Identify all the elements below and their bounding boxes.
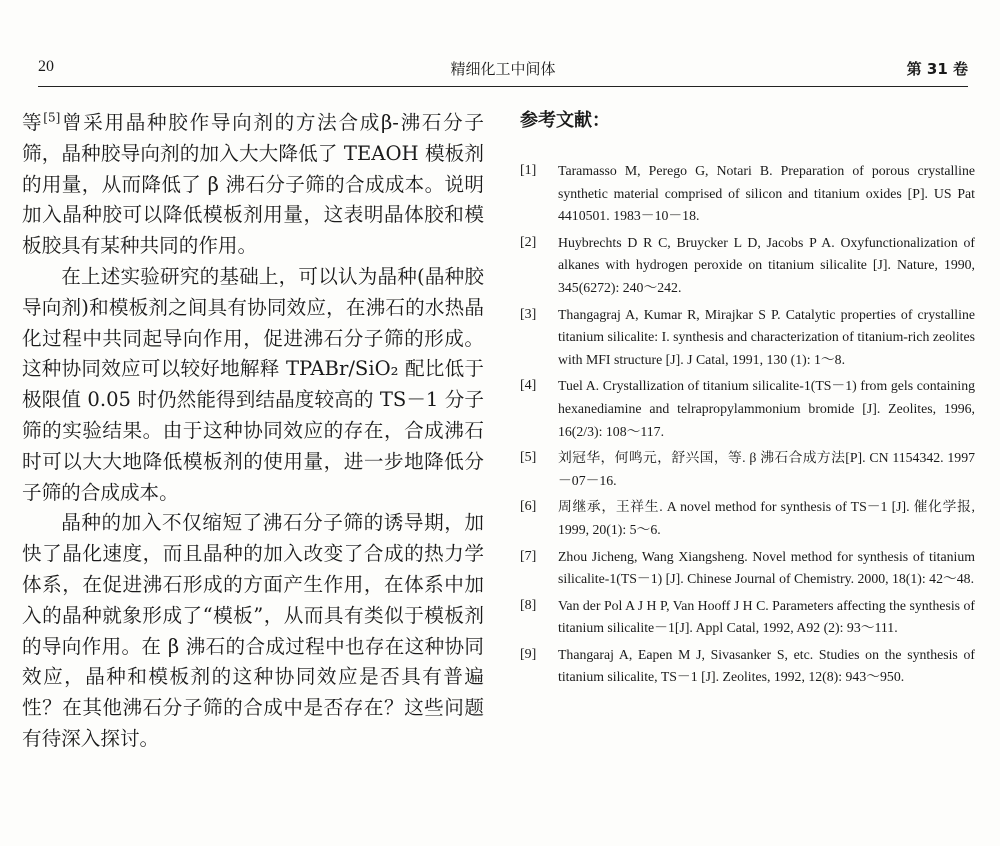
body-paragraph-2: 在上述实验研究的基础上，可以认为晶种(晶种胶导向剂)和模板剂之间具有协同效应，在沸石的水热晶化过程中共同起导向作用，促进沸石分子筛的形成。这种协同效应可以较好地解释 TPABr/SiO₂ 配比低于极限值 0.05 时仍然能得到结晶度较高的 TS－1 分子筛的实验结果。由于这种协同效应的存在，合成沸石时可以大大地降低模板剂的使用量，进一步地降低分子筛的合成成本。	[22, 264, 484, 504]
references-heading: 参考文献：	[520, 110, 610, 131]
body-paragraph-3: 晶种的加入不仅缩短了沸石分子筛的诱导期，加快了晶化速度，而且晶种的加入改变了合成的热力学体系，在促进沸石形成的方面产生作用，在体系中加入的晶种就象形成了“模板”，从而具有类似于模板剂的导向作用。在 β 沸石的合成过程中也存在这种协同效应，晶种和模板剂的这种协同效应是否具有普遍性？在其他沸石分子筛的合成中是否存在？这些问题有待深入探讨。	[22, 511, 484, 750]
reference-item	[520, 232, 975, 300]
reference-number: [8]	[520, 597, 537, 613]
reference-text: Zhou Jicheng, Wang Xiangsheng. Novel method for synthesis of titanium silicalite-1(TS－1) [J]. Chinese Journal of Chemistry. 2000, 18(1): 42～48.	[558, 548, 975, 587]
body-paragraph-1: 等[5]曾采用晶种胶作导向剂的方法合成β-沸石分子筛，晶种胶导向剂的加入大大降低了 TEAOH 模板剂的用量，从而降低了 β 沸石分子筛的合成成本。说明加入晶种胶可以降低模板剂用量，这表明晶体胶和模板胶具有某种共同的作用。	[22, 110, 485, 258]
running-header	[38, 52, 968, 87]
page-number: 20	[38, 58, 54, 75]
reference-item	[520, 375, 975, 443]
reference-item	[520, 595, 975, 640]
reference-text: Thangagraj A, Kumar R, Mirajkar S P. Catalytic properties of crystalline titanium silicalite: I. synthesis and characterization of titanium-rich zeolites with MFI structure [J]. J Catal, 1991, 130 (1): 1～8.	[558, 306, 975, 367]
journal-title: 精细化工中间体	[450, 60, 556, 78]
reference-text: 周继承，王祥生. A novel method for synthesis of TS－1 [J]. 催化学报, 1999, 20(1): 5～6.	[558, 499, 975, 537]
reference-text: Huybrechts D R C, Bruycker L D, Jacobs P A. Oxyfunctionalization of alkanes with hydrogen peroxide on titanium silicalite [J]. Nature, 1990, 345(6272): 240～242.	[558, 234, 975, 295]
reference-number: [9]	[520, 646, 537, 662]
references-column	[520, 108, 975, 693]
reference-item	[520, 546, 975, 591]
reference-number: [7]	[520, 548, 537, 564]
reference-item	[520, 304, 975, 372]
reference-number: [1]	[520, 163, 537, 178]
reference-number: [5]	[520, 450, 537, 466]
reference-item	[520, 496, 975, 541]
citation-ref-5: [5]	[43, 110, 61, 125]
reference-text: Van der Pol A J H P, Van Hooff J H C. Parameters affecting the synthesis of titanium silicalite－1[J]. Appl Catal, 1992, A92 (2): 93～111.	[558, 597, 975, 636]
volume-label: 第 31 卷	[906, 60, 968, 78]
reference-number: [6]	[520, 499, 537, 515]
reference-text: Tuel A. Crystallization of titanium silicalite-1(TS－1) from gels containing hexanediamine and telrapropylammonium bromide [J]. Zeolites, 1996, 16(2/3): 108～117.	[558, 378, 975, 439]
reference-item	[520, 644, 975, 689]
reference-text: 刘冠华，何鸣元，舒兴国，等. β 沸石合成方法[P]. CN 1154342. 1997－07－16.	[558, 450, 975, 488]
reference-number: [3]	[520, 306, 537, 322]
reference-text: Thangaraj A, Eapen M J, Sivasanker S, etc. Studies on the synthesis of titanium silicalite, TS－1 [J]. Zeolites, 1992, 12(8): 943～950.	[558, 646, 975, 685]
reference-item	[520, 160, 975, 228]
body-text-column	[22, 108, 484, 755]
reference-number: [4]	[520, 378, 537, 394]
reference-item	[520, 447, 975, 492]
reference-text: Taramasso M, Perego G, Notari B. Preparation of porous crystalline synthetic material comprised of silicon and titanium oxides [P]. US Pat 4410501. 1983－10－18.	[558, 163, 975, 224]
reference-number: [2]	[520, 234, 537, 250]
